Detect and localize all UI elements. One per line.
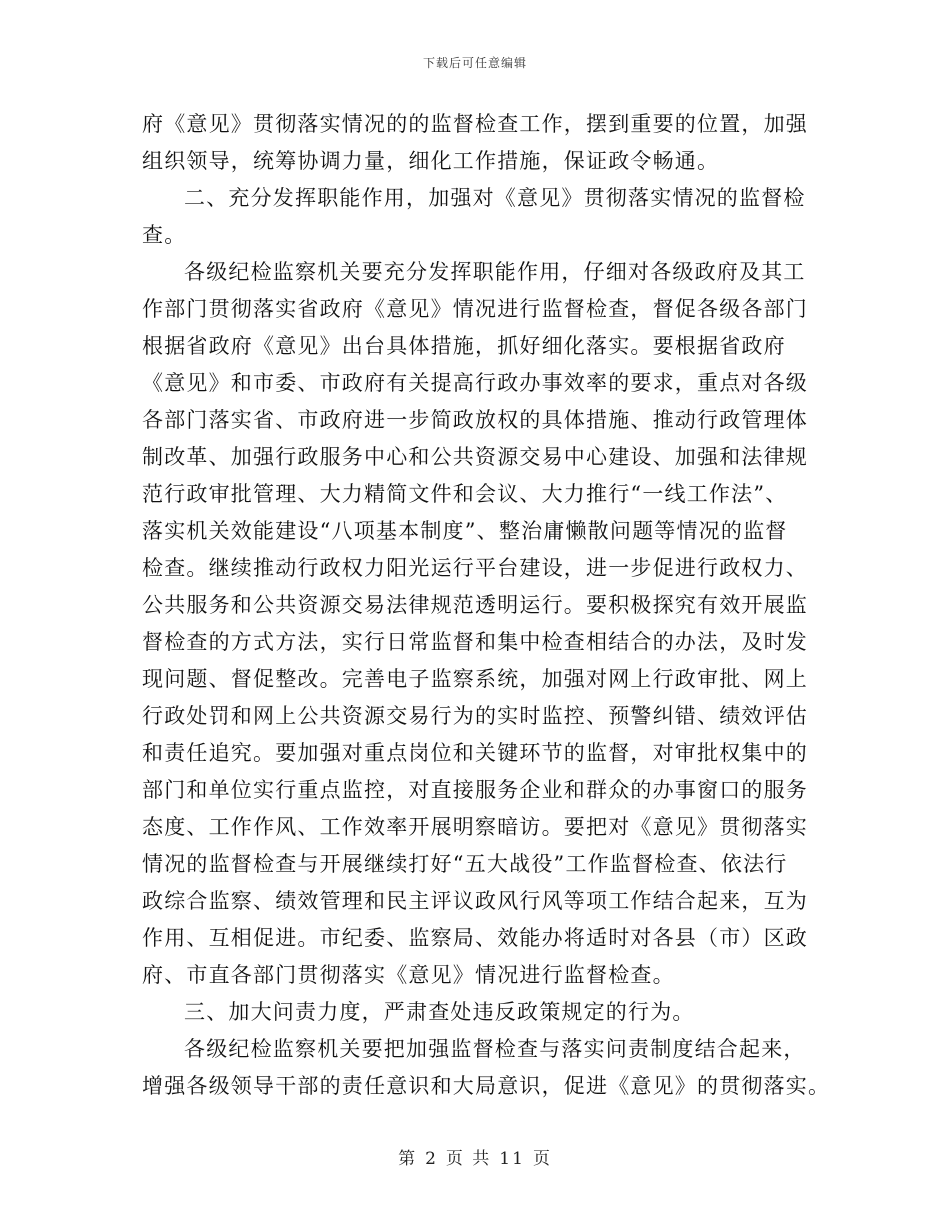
text-line: 政综合监察、绩效管理和民主评议政风行风等项工作结合起来，互为 — [142, 889, 808, 913]
header-note: 下载后可任意编辑 — [422, 56, 527, 70]
text-line: 部门和单位实行重点监控，对直接服务企业和群众的办事窗口的服务 — [142, 778, 808, 802]
text-line: 根据省政府《意见》出台具体措施，抓好细化落实。要根据省政府 — [142, 334, 786, 358]
text-line: 公共服务和公共资源交易法律规范透明运行。要积极探究有效开展监 — [142, 593, 808, 617]
document-body — [142, 106, 831, 1105]
text-line: 二、充分发挥职能作用，加强对《意见》贯彻落实情况的监督检 — [184, 186, 806, 210]
page-footer — [0, 1144, 950, 1169]
text-line: 府、市直各部门贯彻落实《意见》情况进行监督检查。 — [142, 963, 675, 987]
text-line: 作用、互相促进。市纪委、监察局、效能办将适时对各县（市）区政 — [142, 926, 808, 950]
text-line: 范行政审批管理、大力精简文件和会议、大力推行“一线工作法”、 — [142, 482, 788, 506]
text-line: 制改革、加强行政服务中心和公共资源交易中心建设、加强和法律规 — [142, 445, 808, 469]
text-line: 各部门落实省、市政府进一步简政放权的具体措施、推动行政管理体 — [142, 408, 808, 432]
text-line: 查。 — [142, 223, 187, 247]
footer-total-pages: 11 — [499, 1149, 525, 1169]
footer-suffix: 页 — [532, 1149, 552, 1169]
text-line: 组织领导，统筹协调力量，细化工作措施，保证政令畅通。 — [142, 149, 720, 173]
text-line: 三、加大问责力度，严肃查处违反政策规定的行为。 — [184, 1000, 695, 1024]
text-line: 落实机关效能建设“八项基本制度”、整治庸懒散问题等情况的监督 — [142, 519, 788, 543]
text-line: 《意见》和市委、市政府有关提高行政办事效率的要求，重点对各级 — [142, 371, 808, 395]
text-line: 态度、工作作风、工作效率开展明察暗访。要把对《意见》贯彻落实 — [142, 815, 808, 839]
text-line: 检查。继续推动行政权力阳光运行平台建设，进一步促进行政权力、 — [142, 556, 808, 580]
text-line: 作部门贯彻落实省政府《意见》情况进行监督检查，督促各级各部门 — [142, 297, 808, 321]
footer-middle: 页 共 — [445, 1149, 492, 1169]
footer-page-number: 2 — [425, 1149, 438, 1169]
text-line: 各级纪检监察机关要充分发挥职能作用，仔细对各级政府及其工 — [184, 260, 806, 284]
text-line: 现问题、督促整改。完善电子监察系统，加强对网上行政审批、网上 — [142, 667, 808, 691]
text-line: 行政处罚和网上公共资源交易行为的实时监控、预警纠错、绩效评估 — [142, 704, 808, 728]
text-line: 和责任追究。要加强对重点岗位和关键环节的监督，对审批权集中的 — [142, 741, 808, 765]
text-line: 各级纪检监察机关要把加强监督检查与落实问责制度结合起来， — [184, 1037, 806, 1061]
text-line: 增强各级领导干部的责任意识和大局意识，促进《意见》的贯彻落实。 — [142, 1074, 831, 1098]
text-line: 情况的监督检查与开展继续打好“五大战役”工作监督检查、依法行 — [142, 852, 788, 876]
footer-prefix: 第 — [398, 1149, 418, 1169]
text-line: 督检查的方式方法，实行日常监督和集中检查相结合的办法，及时发 — [142, 630, 808, 654]
text-line: 府《意见》贯彻落实情况的的监督检查工作，摆到重要的位置，加强 — [142, 112, 808, 136]
